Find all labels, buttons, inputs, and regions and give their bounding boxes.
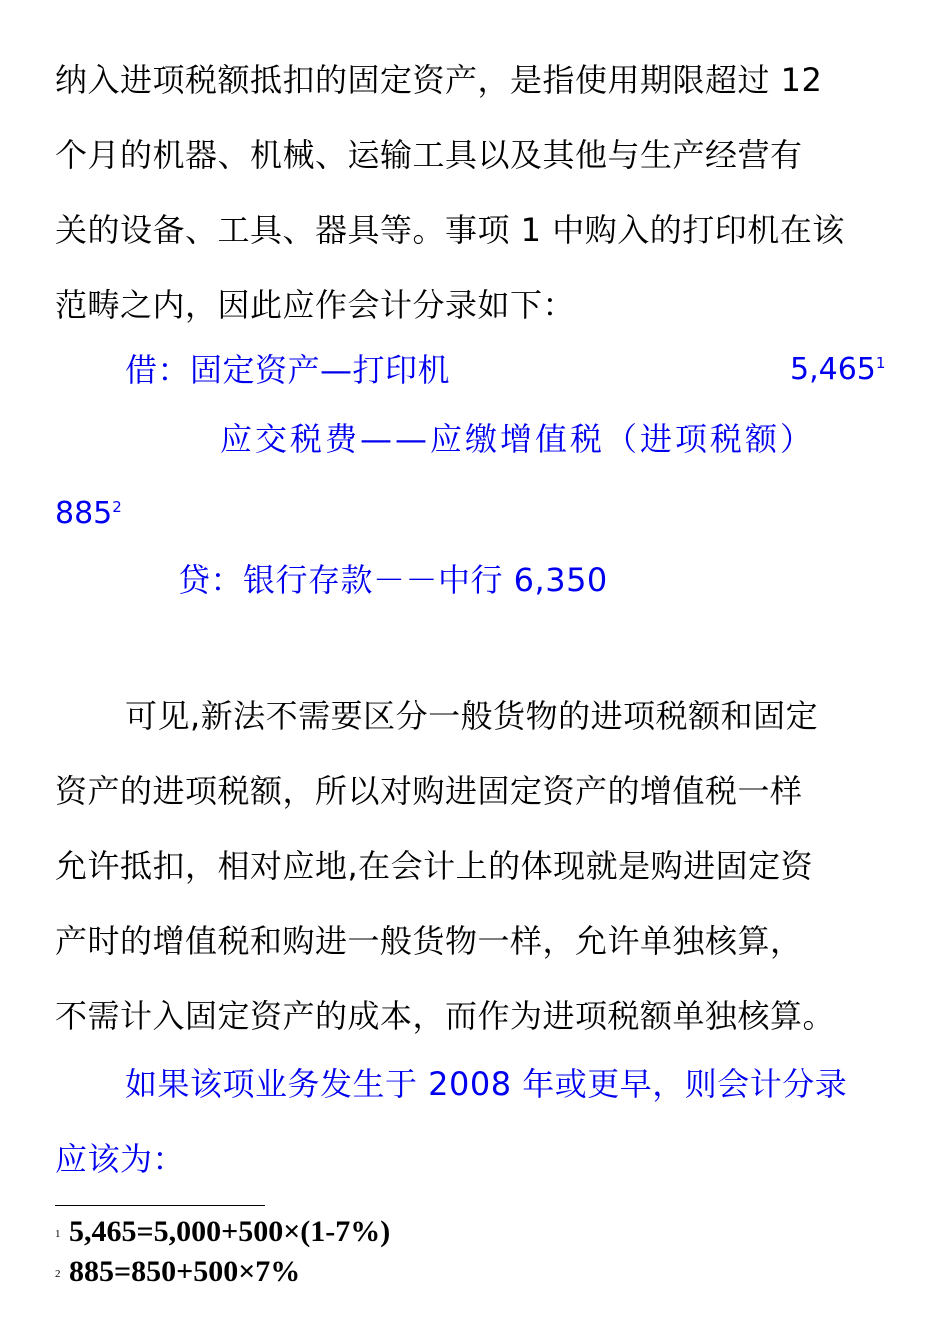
debit-amount-value: 5,465 [790,352,876,387]
debit-amount [790,348,885,392]
footnote-2-text: 885=850+500×7% [69,1255,301,1288]
paragraph2-line-1: 可见,新法不需要区分一般货物的进项税额和固定 [125,697,819,735]
debit-footnote-ref[interactable]: 1 [875,354,886,372]
paragraph1-line-4: 范畴之内，因此应作会计分录如下： [55,286,576,324]
paragraph2-line-2: 资产的进项税额，所以对购进固定资产的增值税一样 [55,772,803,810]
paragraph2-line-5: 不需计入固定资产的成本，而作为进项税额单独核算。 [55,997,836,1035]
paragraph1-line-3: 关的设备、工具、器具等。事项 1 中购入的打印机在该 [55,211,845,249]
tax-footnote-ref[interactable]: 2 [112,498,122,516]
tax-amount-value: 885 [55,496,113,531]
paragraph3-line-2: 应该为： [55,1140,186,1178]
footnote-2 [55,1252,300,1294]
paragraph1-line-1: 纳入进项税额抵扣的固定资产，是指使用期限超过 12 [55,61,823,99]
debit-label: 借：固定资产—打印机 [125,351,451,389]
paragraph1-line-2: 个月的机器、机械、运输工具以及其他与生产经营有 [55,136,803,174]
footnote-2-mark: 2 [55,1268,61,1281]
footnote-separator [55,1205,265,1206]
footnote-1-text: 5,465=5,000+500×(1-7%) [69,1215,391,1248]
tax-amount [55,492,122,536]
footnote-1 [55,1212,390,1254]
paragraph2-line-4: 产时的增值税和购进一般货物一样，允许单独核算， [55,922,803,960]
credit-label: 贷：银行存款－－中行 6,350 [178,561,608,599]
tax-label: 应交税费——应缴增值税（进项税额） [220,420,816,458]
paragraph2-line-3: 允许抵扣，相对应地,在会计上的体现就是购进固定资 [55,847,814,885]
paragraph3-line-1: 如果该项业务发生于 2008 年或更早，则会计分录 [125,1065,848,1103]
footnote-1-mark: 1 [55,1228,61,1241]
